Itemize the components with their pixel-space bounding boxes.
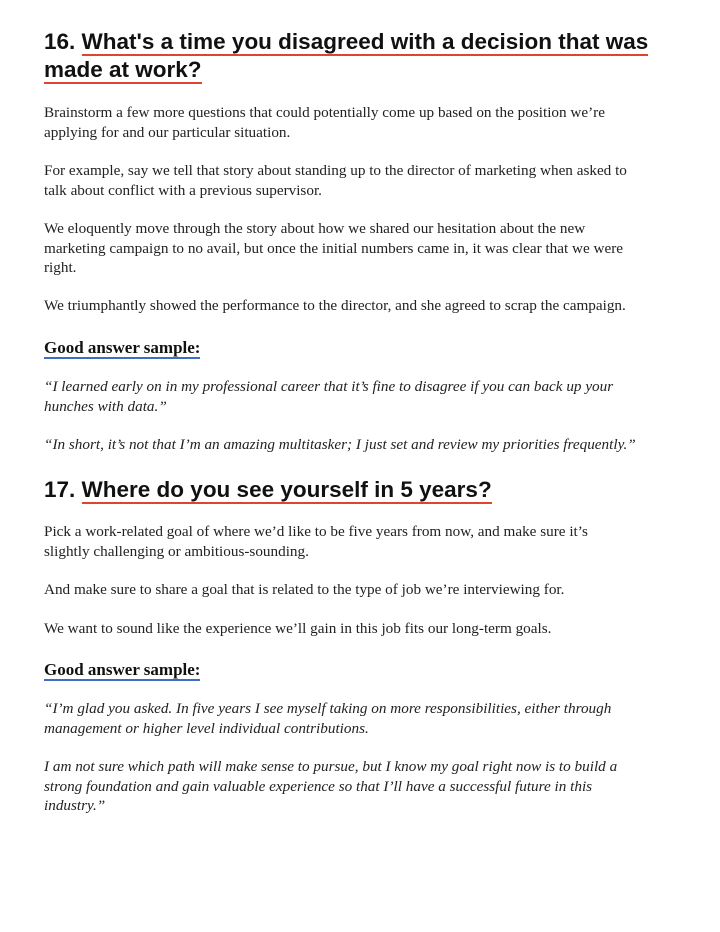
text-line: right. (44, 259, 77, 276)
q17-paragraph-3 (44, 619, 551, 639)
q17-paragraph-2 (44, 580, 564, 600)
q16-paragraph-1 (44, 103, 605, 142)
q17-sample-heading (44, 660, 200, 680)
q17-sample-1 (44, 699, 611, 738)
text-line: strong foundation and gain valuable experience so that I’ll have a successful future in this (44, 777, 593, 795)
q16-paragraph-3 (44, 219, 623, 278)
text-line: And make sure to share a goal that is related to the type of job we’re interviewing for. (44, 581, 565, 598)
text-line: Pick a work-related goal of where we’d like to be five years from now, and make sure it’s (44, 523, 588, 540)
q16-title-line2: made at work? (44, 57, 202, 82)
text-line: “I learned early on in my professional career that it’s fine to disagree if you can back up your (44, 378, 614, 395)
q16-heading-line2 (44, 56, 202, 84)
text-line: We eloquently move through the story about how we shared our hesitation about the new (44, 220, 586, 237)
q17-paragraph-1 (44, 522, 588, 561)
text-line: management or higher level individual contributions. (44, 719, 369, 737)
q16-number: 16. (44, 29, 76, 54)
text-line: talk about conflict with a previous supervisor. (44, 181, 322, 199)
text-line: We want to sound like the experience we’ll gain in this job fits our long-term goals. (44, 620, 552, 637)
q16-heading-line1 (44, 28, 648, 56)
q17-heading (44, 476, 492, 504)
text-line: industry.” (44, 797, 106, 814)
q16-paragraph-2 (44, 161, 627, 200)
text-line: We triumphantly showed the performance to the director, and she agreed to scrap the campaign. (44, 297, 626, 314)
text-line: slightly challenging or ambitious-sounding. (44, 542, 309, 560)
q17-title: Where do you see yourself in 5 years? (81, 477, 492, 502)
text-line: hunches with data.” (44, 397, 167, 415)
q16-paragraph-4 (44, 296, 626, 316)
text-line: “In short, it’s not that I’m an amazing multitasker; I just set and review my priorities frequently.” (44, 436, 636, 453)
text-line: Brainstorm a few more questions that could potentially come up based on the position we’re (44, 104, 605, 121)
text-line: marketing campaign to no avail, but once the initial numbers came in, it was clear that we were (44, 239, 624, 257)
q16-sample-1 (44, 377, 613, 416)
q16-sample-2 (44, 435, 636, 455)
q16-sample-heading (44, 338, 200, 358)
text-line: I am not sure which path will make sense to pursue, but I know my goal right now is to build a (44, 758, 618, 775)
text-line: “I’m glad you asked. In five years I see myself taking on more responsibilities, either through (44, 700, 612, 717)
sample-label: Good answer sample: (44, 660, 201, 679)
sample-label: Good answer sample: (44, 338, 201, 357)
q17-number: 17. (44, 477, 76, 502)
q16-title-line1: What's a time you disagreed with a decision that was (81, 29, 649, 54)
text-line: applying for and our particular situation. (44, 123, 291, 141)
q17-sample-2 (44, 757, 617, 816)
text-line: For example, say we tell that story about standing up to the director of marketing when asked to (44, 162, 627, 179)
